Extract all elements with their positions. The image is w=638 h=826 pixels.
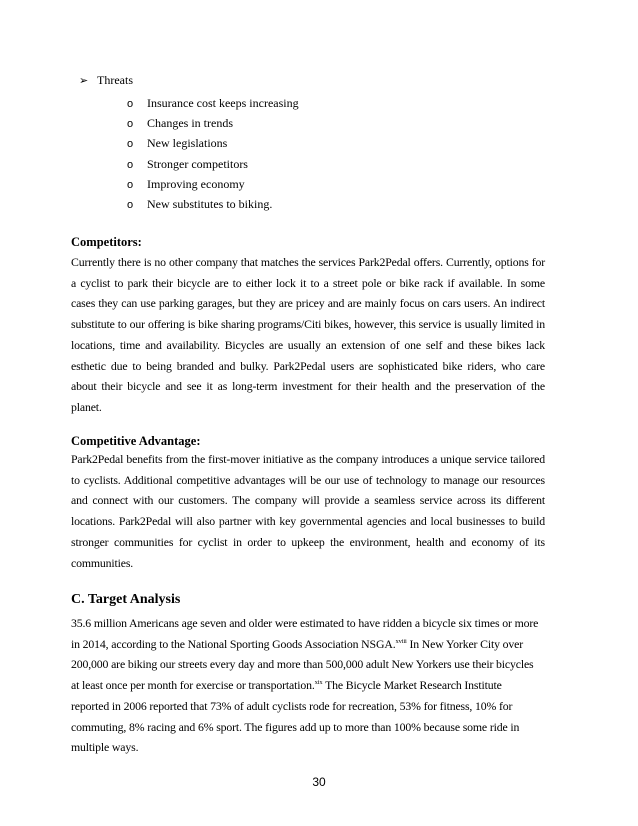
footnote-marker: xix	[314, 679, 323, 687]
list-item: o Insurance cost keeps increasing	[127, 93, 299, 113]
list-item: o Changes in trends	[127, 113, 299, 133]
list-item: o New substitutes to biking.	[127, 194, 299, 214]
threats-heading	[79, 72, 133, 89]
competitors-paragraph: Currently there is no other company that matches the services Park2Pedal offers. Currently, options for a cyclist to park their bicycle are to either lock it to a street pole or bike rack if available. In some cases they can use parking garages, but they are pricey and are mainly focus on cars users. An indirect substitute to our offering is bike sharing programs/Citi bikes, however, this service is usually limited in locations, time and availability. Bicycles are usually an extension of one self and these bikes lack esthetic due to being branded and bulky. Park2Pedal users are sophisticated bike riders, who care about their bicycle and see it as long-term investment for their health and the preservation of the planet.	[71, 255, 545, 414]
circle-bullet-icon: o	[127, 138, 134, 151]
circle-bullet-icon: o	[127, 178, 134, 191]
circle-bullet-icon: o	[127, 118, 134, 131]
circle-bullet-icon: o	[127, 158, 134, 171]
target-analysis-paragraph: 35.6 million Americans age seven and older were estimated to have ridden a bicycle six times or more in 2014, according to the National Sporting Goods Association NSGA.$^{xviii}$ In New Yorker City over 200,000 are biking our streets every day and more than 500,000 adult New Yorkers use their bicycles at least once per month for exercise or transportation.$^{xix}$ The Bicycle Market Research Institute reported in 2006 reported that 73% of adult cyclists rode for recreation, 53% for fitness, 10% for commuting, 8% racing and 6% sport. The figures add up to more than 100% because some ride in multiple ways.	[71, 616, 539, 755]
list-item: o New legislations	[127, 133, 299, 153]
competitive-advantage-paragraph: Park2Pedal benefits from the first-mover initiative as the company introduces a unique service tailored to cyclists. Additional competitive advantages will be our use of technology to manage our resources and connect with our customers. The company will provide a seamless service across its different locations. Park2Pedal will also partner with key governmental agencies and local businesses to build stronger communities for cyclist in order to upkeep the environment, health and economy of its communities.	[71, 452, 545, 570]
circle-bullet-icon: o	[127, 198, 134, 211]
threats-list	[127, 93, 299, 214]
list-item: o Stronger competitors	[127, 154, 299, 174]
arrow-bullet-icon: ➢	[79, 75, 89, 87]
footnote-marker: xviii	[395, 637, 407, 645]
target-analysis-heading: C. Target Analysis	[71, 592, 181, 607]
competitive-advantage-heading: Competitive Advantage:	[71, 434, 201, 448]
threats-title: Threats	[97, 73, 133, 87]
list-item: o Improving economy	[127, 174, 299, 194]
circle-bullet-icon: o	[127, 98, 134, 110]
competitors-heading: Competitors:	[71, 235, 142, 249]
page-number: 30	[312, 775, 326, 789]
